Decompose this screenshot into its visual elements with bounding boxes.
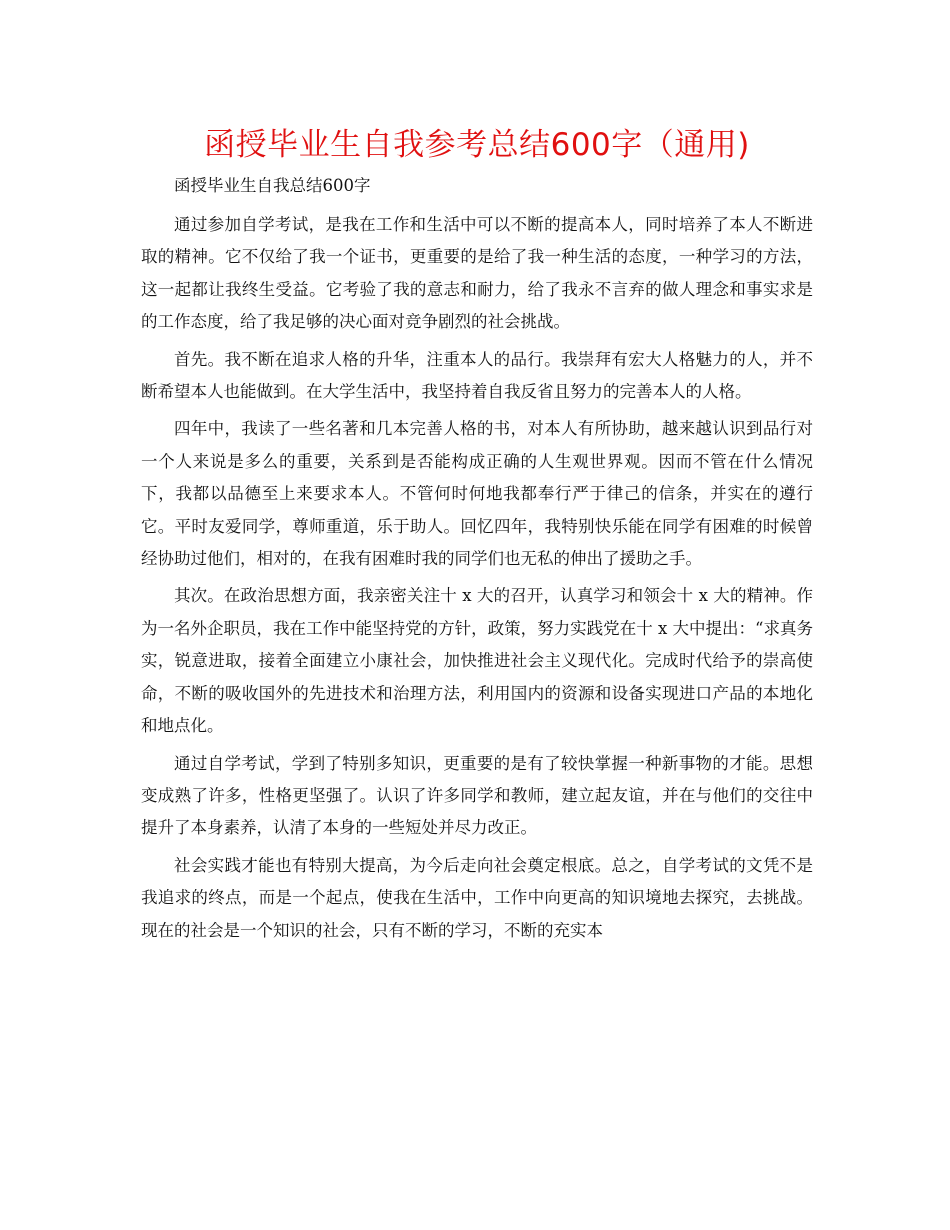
paragraph-1: 通过参加自学考试，是我在工作和生活中可以不断的提高本人，同时培养了本人不断进取的精神。它不仅给了我一个证书，更重要的是给了我一种生活的态度，一种学习的方法，这一起都让我终生受益。它考验了我的意志和耐力，给了我永不言弃的做人理念和事实求是的工作态度，给了我足够的决心面对竞争剧烈的社会挑战。 bbox=[141, 215, 813, 332]
paragraph-4: 其次。在政治思想方面，我亲密关注十 x 大的召开，认真学习和领会十 x 大的精神。作为一名外企职员，我在工作中能坚持党的方针，政策，努力实践党在十 x 大中提出：“求真务实，锐意进取，接着全面建立小康社会，加快推进社会主义现代化。完成时代给予的崇高使命，不断的吸收国外的先进技术和治理方法，利用国内的资源和设备实现进口产品的本地化和地点化。 bbox=[141, 586, 813, 736]
document-page bbox=[141, 122, 813, 952]
document-title: 函授毕业生自我参考总结600字（通用) bbox=[204, 127, 750, 163]
document-subtitle: 函授毕业生自我总结600字 bbox=[174, 176, 371, 195]
paragraph-3: 四年中，我读了一些名著和几本完善人格的书，对本人有所协助，越来越认识到品行对一个人来说是多么的重要，关系到是否能构成正确的人生观世界观。因而不管在什么情况下，我都以品德至上来要求本人。不管何时何地我都奉行严于律己的信条，并实在的遵行它。平时友爱同学，尊师重道，乐于助人。回忆四年，我特别快乐能在同学有困难的时候曾经协助过他们，相对的，在我有困难时我的同学们也无私的伸出了援助之手。 bbox=[141, 419, 813, 569]
paragraph-5: 通过自学考试，学到了特别多知识，更重要的是有了较快掌握一种新事物的才能。思想变成熟了许多，性格更坚强了。认识了许多同学和教师，建立起友谊，并在与他们的交往中提升了本身素养，认清了本身的一些短处并尽力改正。 bbox=[141, 753, 813, 838]
paragraph-6: 社会实践才能也有特别大提高，为今后走向社会奠定根底。总之，自学考试的文凭不是我追求的终点，而是一个起点，使我在生活中，工作中向更高的知识境地去探究，去挑战。现在的社会是一个知识的社会，只有不断的学习，不断的充实本 bbox=[141, 855, 813, 940]
paragraph-2: 首先。我不断在追求人格的升华，注重本人的品行。我崇拜有宏大人格魅力的人，并不断希望本人也能做到。在大学生活中，我坚持着自我反省且努力的完善本人的人格。 bbox=[141, 349, 813, 402]
